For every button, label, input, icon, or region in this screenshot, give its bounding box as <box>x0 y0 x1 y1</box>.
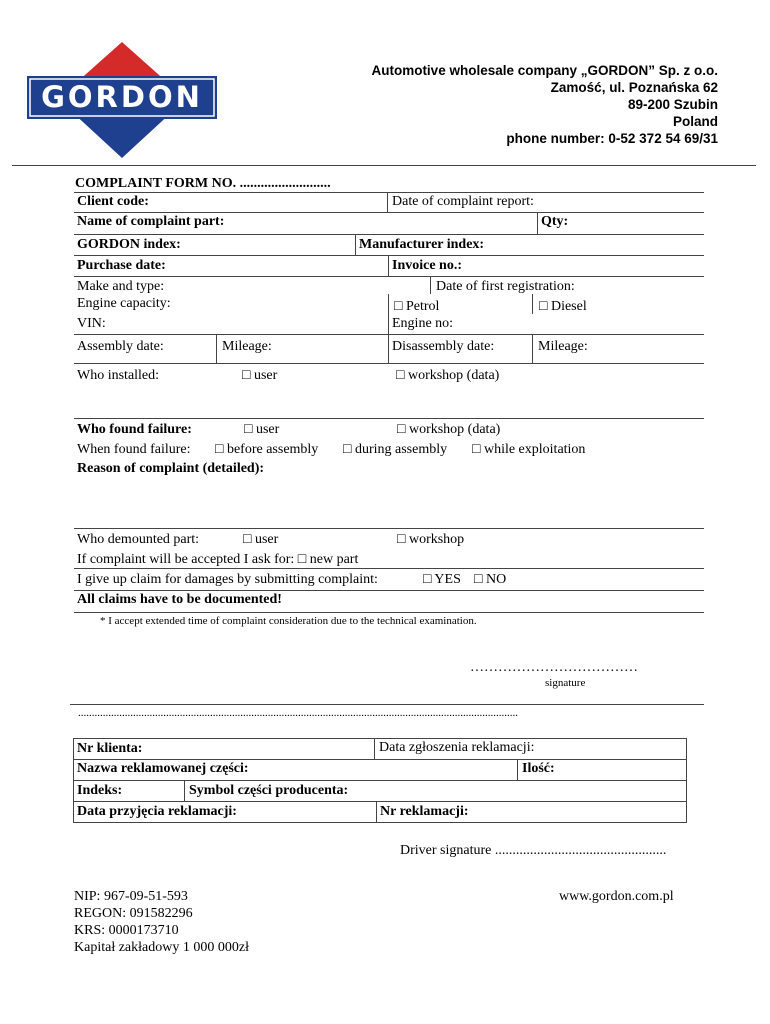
company-name: Automotive wholesale company „GORDON” Sp. z o.o. <box>371 63 718 78</box>
col-line <box>355 234 356 255</box>
section-divider <box>70 704 704 705</box>
footer-capital: Kapitał zakładowy 1 000 000zł <box>74 940 249 955</box>
make-type-label: Make and type: <box>77 279 165 294</box>
data-przyjecia-label: Data przyjęcia reklamacji: <box>77 804 237 819</box>
header-divider <box>12 165 756 166</box>
nazwa-czesci-label: Nazwa reklamowanej części: <box>77 761 249 776</box>
found-workshop-checkbox[interactable]: □ workshop (data) <box>397 422 501 437</box>
company-country: Poland <box>672 114 718 129</box>
col-line <box>537 212 538 234</box>
if-accepted-text: If complaint will be accepted I ask for: □ new part <box>77 552 359 567</box>
symbol-label: Symbol części producenta: <box>189 783 349 798</box>
consent-note: * I accept extended time of complaint consideration due to the technical examination. <box>100 615 477 627</box>
date-report-label: Date of complaint report: <box>392 194 534 209</box>
part-name-label: Name of complaint part: <box>77 214 225 229</box>
stub-row-line <box>73 759 687 760</box>
purchase-date-label: Purchase date: <box>77 258 166 273</box>
col-line <box>430 276 431 294</box>
installed-user-checkbox[interactable]: □ user <box>242 368 278 383</box>
row-line <box>74 234 704 235</box>
footer-nip: NIP: 967-09-51-593 <box>74 889 188 904</box>
row-line <box>74 612 704 613</box>
invoice-label: Invoice no.: <box>392 258 462 273</box>
who-installed-label: Who installed: <box>77 368 160 383</box>
nr-reklamacji-label: Nr reklamacji: <box>380 804 469 819</box>
assembly-date-label: Assembly date: <box>77 339 164 354</box>
stub-col-line <box>517 759 518 780</box>
reason-label: Reason of complaint (detailed): <box>77 461 265 476</box>
petrol-checkbox[interactable]: □ Petrol <box>394 299 440 314</box>
stub-col-line <box>374 738 375 759</box>
row-line <box>74 418 704 419</box>
indeks-label: Indeks: <box>77 783 123 798</box>
mileage-label-2: Mileage: <box>538 339 588 354</box>
qty-label: Qty: <box>541 214 569 229</box>
stub-col-line <box>184 780 185 801</box>
row-line <box>74 255 704 256</box>
form-title: COMPLAINT FORM NO. .......................... <box>75 176 331 191</box>
while-exploitation-checkbox[interactable]: □ while exploitation <box>472 442 586 457</box>
when-found-label: When found failure: <box>77 442 191 457</box>
manufacturer-index-label: Manufacturer index: <box>359 237 485 252</box>
demounted-workshop-checkbox[interactable]: □ workshop <box>397 532 465 547</box>
client-code-label: Client code: <box>77 194 149 209</box>
company-phone: phone number: 0-52 372 54 69/31 <box>506 131 718 146</box>
first-registration-label: Date of first registration: <box>436 279 575 294</box>
engine-capacity-label: Engine capacity: <box>77 296 171 311</box>
gordon-logo-text: GORDON <box>41 80 203 114</box>
col-line <box>387 192 388 212</box>
stub-row-line <box>73 801 687 802</box>
who-found-label: Who found failure: <box>77 422 192 437</box>
no-checkbox[interactable]: □ NO <box>474 572 507 587</box>
row-line <box>74 192 704 193</box>
disassembly-date-label: Disassembly date: <box>392 339 495 354</box>
vin-label: VIN: <box>77 316 106 331</box>
who-demounted-label: Who demounted part: <box>77 532 200 547</box>
cut-line: ................................................................................................................................................................ <box>78 707 518 719</box>
stub-row-line <box>73 780 687 781</box>
stub-col-line <box>376 801 377 823</box>
footer-krs: KRS: 0000173710 <box>74 923 179 938</box>
mileage-label-1: Mileage: <box>222 339 272 354</box>
diesel-checkbox[interactable]: □ Diesel <box>539 299 587 314</box>
row-line <box>74 334 704 335</box>
all-claims-text: All claims have to be documented! <box>77 592 282 607</box>
col-line <box>388 255 389 276</box>
before-assembly-checkbox[interactable]: □ before assembly <box>215 442 319 457</box>
signature-dots: ……………………………… <box>470 660 638 675</box>
col-line <box>532 334 533 363</box>
yes-checkbox[interactable]: □ YES <box>423 572 461 587</box>
installed-workshop-checkbox[interactable]: □ workshop (data) <box>396 368 500 383</box>
found-user-checkbox[interactable]: □ user <box>244 422 280 437</box>
footer-regon: REGON: 091582296 <box>74 906 193 921</box>
col-line <box>216 334 217 363</box>
row-line <box>74 276 704 277</box>
demounted-user-checkbox[interactable]: □ user <box>243 532 279 547</box>
footer-website[interactable]: www.gordon.com.pl <box>559 889 674 904</box>
company-city: 89-200 Szubin <box>627 97 718 112</box>
gordon-index-label: GORDON index: <box>77 237 181 252</box>
col-line <box>388 334 389 363</box>
row-line <box>74 568 704 569</box>
row-line <box>74 212 704 213</box>
col-line <box>532 294 533 314</box>
give-up-claim-text: I give up claim for damages by submitting complaint: <box>77 572 378 587</box>
nr-klienta-label: Nr klienta: <box>77 741 143 756</box>
col-line <box>388 294 389 334</box>
data-zgloszenia-label: Data zgłoszenia reklamacji: <box>379 740 535 755</box>
row-line <box>74 528 704 529</box>
ilosc-label: Ilość: <box>522 761 555 776</box>
gordon-logo <box>27 42 217 160</box>
engine-no-label: Engine no: <box>392 316 454 331</box>
company-street: Zamość, ul. Poznańska 62 <box>550 80 718 95</box>
signature-caption: signature <box>545 677 586 689</box>
row-line <box>74 590 704 591</box>
during-assembly-checkbox[interactable]: □ during assembly <box>343 442 448 457</box>
driver-signature: Driver signature ................................................. <box>400 843 667 858</box>
row-line <box>74 363 704 364</box>
